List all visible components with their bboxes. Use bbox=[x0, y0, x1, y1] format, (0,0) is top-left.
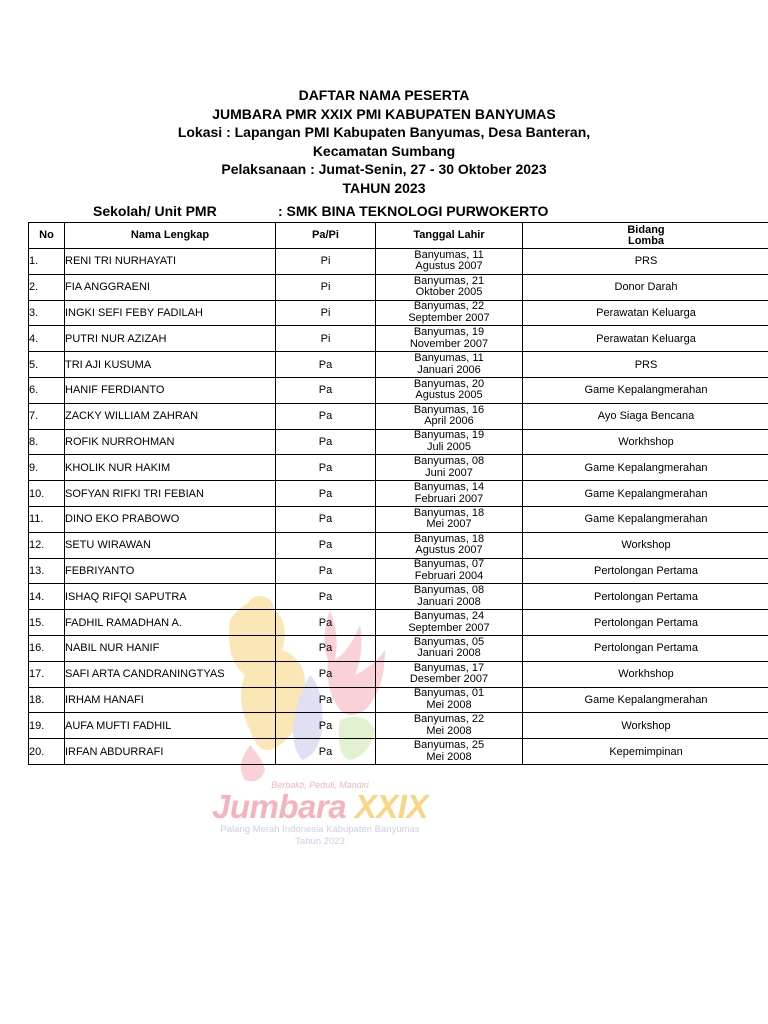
jumbara-logo-text bbox=[190, 780, 450, 848]
cell-no: 14. bbox=[29, 584, 65, 610]
table-row bbox=[29, 326, 768, 352]
cell-name: NABIL NUR HANIF bbox=[65, 635, 276, 661]
cell-birth-date: Februari 2004 bbox=[414, 569, 484, 582]
cell-name: RENI TRI NURHAYATI bbox=[65, 249, 276, 275]
table-row bbox=[29, 481, 768, 507]
header-no: No bbox=[29, 223, 65, 249]
cell-birth bbox=[376, 506, 523, 532]
cell-no: 17. bbox=[29, 661, 65, 687]
cell-birth bbox=[376, 300, 523, 326]
table-row bbox=[29, 274, 768, 300]
cell-birth-date: April 2006 bbox=[424, 415, 474, 428]
cell-name: AUFA MUFTI FADHIL bbox=[65, 713, 276, 739]
cell-gender: Pa bbox=[276, 352, 376, 378]
cell-field: PRS bbox=[523, 249, 768, 275]
table-row bbox=[29, 635, 768, 661]
cell-name: IRHAM HANAFI bbox=[65, 687, 276, 713]
cell-birth-place: Banyumas, 24 bbox=[413, 610, 485, 623]
cell-birth-date: Desember 2007 bbox=[409, 673, 489, 686]
cell-gender: Pa bbox=[276, 532, 376, 558]
cell-birth-date: Februari 2007 bbox=[414, 492, 484, 505]
location-line-2: Kecamatan Sumbang bbox=[312, 142, 456, 159]
table-row bbox=[29, 584, 768, 610]
document-title: DAFTAR NAMA PESERTA bbox=[298, 87, 470, 103]
cell-no: 7. bbox=[29, 403, 65, 429]
cell-field: Perawatan Keluarga bbox=[523, 326, 768, 352]
cell-birth-place: Banyumas, 17 bbox=[413, 661, 485, 674]
cell-birth-place: Banyumas, 08 bbox=[413, 584, 485, 597]
cell-field: Perawatan Keluarga bbox=[523, 300, 768, 326]
cell-birth bbox=[376, 455, 523, 481]
cell-birth bbox=[376, 274, 523, 300]
table-row bbox=[29, 377, 768, 403]
cell-name: FEBRIYANTO bbox=[65, 558, 276, 584]
cell-birth bbox=[376, 352, 523, 378]
header-field-line-2: Lomba bbox=[627, 234, 665, 247]
cell-no: 12. bbox=[29, 532, 65, 558]
cell-birth-place: Banyumas, 16 bbox=[413, 403, 485, 416]
cell-no: 13. bbox=[29, 558, 65, 584]
cell-name: SOFYAN RIFKI TRI FEBIAN bbox=[65, 481, 276, 507]
cell-field: Game Kepalangmerahan bbox=[523, 506, 768, 532]
cell-birth bbox=[376, 249, 523, 275]
cell-birth bbox=[376, 661, 523, 687]
cell-birth-date: September 2007 bbox=[408, 621, 490, 634]
school-info bbox=[93, 203, 549, 219]
cell-no: 6. bbox=[29, 377, 65, 403]
cell-birth-place: Banyumas, 08 bbox=[413, 455, 485, 468]
cell-birth-date: Mei 2007 bbox=[426, 518, 472, 531]
location-line-1: Lokasi : Lapangan PMI Kabupaten Banyumas, Desa Banteran, bbox=[177, 124, 591, 140]
cell-no: 18. bbox=[29, 687, 65, 713]
cell-field: Ayo Siaga Bencana bbox=[523, 403, 768, 429]
cell-gender: Pa bbox=[276, 455, 376, 481]
cell-field: Pertolongan Pertama bbox=[523, 584, 768, 610]
cell-field: Game Kepalangmerahan bbox=[523, 687, 768, 713]
cell-gender: Pa bbox=[276, 429, 376, 455]
school-label: Sekolah/ Unit PMR bbox=[93, 203, 217, 219]
watermark-year: Tahun 2023 bbox=[295, 836, 345, 847]
header-name: Nama Lengkap bbox=[65, 223, 276, 249]
table-row bbox=[29, 429, 768, 455]
cell-birth-place: Banyumas, 22 bbox=[413, 713, 485, 726]
document-header bbox=[0, 86, 768, 197]
cell-birth bbox=[376, 635, 523, 661]
cell-birth bbox=[376, 326, 523, 352]
cell-birth-place: Banyumas, 25 bbox=[413, 739, 485, 752]
cell-birth-date: Januari 2008 bbox=[417, 647, 481, 660]
cell-field: Donor Darah bbox=[523, 274, 768, 300]
cell-birth-place: Banyumas, 05 bbox=[413, 635, 485, 648]
participant-table bbox=[28, 222, 768, 765]
table-row bbox=[29, 610, 768, 636]
cell-gender: Pa bbox=[276, 610, 376, 636]
table-row bbox=[29, 249, 768, 275]
cell-gender: Pa bbox=[276, 713, 376, 739]
schedule-line: Pelaksanaan : Jumat-Senin, 27 - 30 Oktober 2023 bbox=[221, 161, 547, 177]
table-row bbox=[29, 506, 768, 532]
table-row bbox=[29, 713, 768, 739]
cell-gender: Pa bbox=[276, 635, 376, 661]
watermark-title bbox=[190, 790, 450, 824]
cell-no: 3. bbox=[29, 300, 65, 326]
cell-birth-date: Juli 2005 bbox=[426, 440, 472, 453]
cell-birth-place: Banyumas, 21 bbox=[413, 274, 485, 287]
cell-field: Pertolongan Pertama bbox=[523, 558, 768, 584]
year-line: TAHUN 2023 bbox=[342, 179, 426, 196]
watermark-title-main: Jumbara bbox=[212, 788, 347, 825]
cell-name: ZACKY WILLIAM ZAHRAN bbox=[65, 403, 276, 429]
header-birth: Tanggal Lahir bbox=[376, 223, 523, 249]
cell-name: SETU WIRAWAN bbox=[65, 532, 276, 558]
cell-birth-place: Banyumas, 01 bbox=[413, 687, 485, 700]
cell-field: Pertolongan Pertama bbox=[523, 635, 768, 661]
cell-birth bbox=[376, 610, 523, 636]
cell-no: 2. bbox=[29, 274, 65, 300]
cell-name: TRI AJI KUSUMA bbox=[65, 352, 276, 378]
cell-name: ISHAQ RIFQI SAPUTRA bbox=[65, 584, 276, 610]
table-row bbox=[29, 352, 768, 378]
cell-birth-date: Mei 2008 bbox=[426, 724, 472, 737]
watermark-tagline: Berbakti, Peduli, Mandiri bbox=[271, 780, 369, 790]
cell-birth-date: Agustus 2007 bbox=[415, 544, 483, 557]
cell-no: 9. bbox=[29, 455, 65, 481]
header-field-line-1: Bidang bbox=[627, 223, 665, 236]
cell-birth bbox=[376, 532, 523, 558]
cell-name: INGKI SEFI FEBY FADILAH bbox=[65, 300, 276, 326]
cell-birth-date: Januari 2008 bbox=[417, 595, 481, 608]
cell-name: DINO EKO PRABOWO bbox=[65, 506, 276, 532]
watermark-subtitle: Palang Merah Indonesia Kabupaten Banyumas bbox=[220, 824, 420, 835]
cell-gender: Pi bbox=[276, 249, 376, 275]
cell-name: HANIF FERDIANTO bbox=[65, 377, 276, 403]
cell-name: ROFIK NURROHMAN bbox=[65, 429, 276, 455]
cell-birth-place: Banyumas, 18 bbox=[413, 506, 485, 519]
cell-field: Game Kepalangmerahan bbox=[523, 481, 768, 507]
cell-field: Workshop bbox=[523, 532, 768, 558]
table-row bbox=[29, 403, 768, 429]
cell-birth-place: Banyumas, 11 bbox=[414, 248, 484, 261]
cell-no: 8. bbox=[29, 429, 65, 455]
cell-birth-date: November 2007 bbox=[409, 337, 489, 350]
cell-name: FIA ANGGRAENI bbox=[65, 274, 276, 300]
cell-birth bbox=[376, 687, 523, 713]
cell-birth-place: Banyumas, 19 bbox=[413, 429, 485, 442]
table-row bbox=[29, 455, 768, 481]
cell-name: KHOLIK NUR HAKIM bbox=[65, 455, 276, 481]
cell-birth bbox=[376, 584, 523, 610]
table-row bbox=[29, 687, 768, 713]
cell-name: IRFAN ABDURRAFI bbox=[65, 739, 276, 765]
cell-birth-place: Banyumas, 19 bbox=[413, 326, 485, 339]
cell-gender: Pa bbox=[276, 506, 376, 532]
cell-gender: Pi bbox=[276, 326, 376, 352]
cell-no: 11. bbox=[29, 506, 65, 532]
cell-gender: Pa bbox=[276, 739, 376, 765]
cell-gender: Pa bbox=[276, 403, 376, 429]
cell-no: 16. bbox=[29, 635, 65, 661]
cell-gender: Pa bbox=[276, 584, 376, 610]
cell-name: PUTRI NUR AZIZAH bbox=[65, 326, 276, 352]
cell-birth bbox=[376, 713, 523, 739]
cell-field: Kepemimpinan bbox=[523, 739, 768, 765]
cell-gender: Pi bbox=[276, 274, 376, 300]
cell-field: Game Kepalangmerahan bbox=[523, 455, 768, 481]
cell-birth bbox=[376, 429, 523, 455]
cell-birth-place: Banyumas, 22 bbox=[413, 300, 485, 313]
cell-birth bbox=[376, 377, 523, 403]
cell-birth bbox=[376, 481, 523, 507]
cell-field: Workhshop bbox=[523, 661, 768, 687]
cell-no: 15. bbox=[29, 610, 65, 636]
header-gender: Pa/Pi bbox=[276, 223, 376, 249]
header-field bbox=[523, 223, 768, 249]
cell-birth-date: Mei 2008 bbox=[426, 698, 472, 711]
cell-name: SAFI ARTA CANDRANINGTYAS bbox=[65, 661, 276, 687]
cell-birth-date: Agustus 2007 bbox=[415, 260, 483, 273]
cell-birth-place: Banyumas, 18 bbox=[413, 532, 485, 545]
cell-birth-place: Banyumas, 11 bbox=[414, 352, 484, 365]
cell-birth-date: Agustus 2005 bbox=[415, 389, 483, 402]
cell-field: Workshop bbox=[523, 713, 768, 739]
cell-no: 5. bbox=[29, 352, 65, 378]
cell-birth-date: Mei 2008 bbox=[426, 750, 472, 763]
table-row bbox=[29, 558, 768, 584]
school-value: : SMK BINA TEKNOLOGI PURWOKERTO bbox=[278, 203, 549, 219]
cell-no: 20. bbox=[29, 739, 65, 765]
cell-field: Game Kepalangmerahan bbox=[523, 377, 768, 403]
cell-birth-date: September 2007 bbox=[408, 311, 490, 324]
cell-birth-date: Juni 2007 bbox=[425, 466, 473, 479]
cell-field: Pertolongan Pertama bbox=[523, 610, 768, 636]
cell-birth bbox=[376, 739, 523, 765]
event-name: JUMBARA PMR XXIX PMI KABUPATEN BANYUMAS bbox=[212, 105, 556, 122]
cell-birth-date: Oktober 2005 bbox=[415, 286, 483, 299]
cell-no: 4. bbox=[29, 326, 65, 352]
cell-gender: Pa bbox=[276, 687, 376, 713]
cell-field: Workhshop bbox=[523, 429, 768, 455]
table-row bbox=[29, 300, 768, 326]
cell-birth-place: Banyumas, 07 bbox=[413, 558, 485, 571]
cell-gender: Pi bbox=[276, 300, 376, 326]
cell-field: PRS bbox=[523, 352, 768, 378]
cell-birth-place: Banyumas, 14 bbox=[413, 481, 485, 494]
table-row bbox=[29, 661, 768, 687]
cell-birth bbox=[376, 403, 523, 429]
cell-gender: Pa bbox=[276, 377, 376, 403]
cell-gender: Pa bbox=[276, 481, 376, 507]
cell-gender: Pa bbox=[276, 661, 376, 687]
cell-no: 1. bbox=[29, 249, 65, 275]
table-body bbox=[29, 249, 768, 765]
table-row bbox=[29, 739, 768, 765]
watermark-title-roman: XXIX bbox=[354, 788, 428, 825]
table-row bbox=[29, 532, 768, 558]
table-header-row bbox=[29, 223, 768, 249]
cell-no: 10. bbox=[29, 481, 65, 507]
cell-birth-place: Banyumas, 20 bbox=[413, 377, 485, 390]
cell-name: FADHIL RAMADHAN A. bbox=[65, 610, 276, 636]
cell-birth bbox=[376, 558, 523, 584]
cell-no: 19. bbox=[29, 713, 65, 739]
cell-gender: Pa bbox=[276, 558, 376, 584]
cell-birth-date: Januari 2006 bbox=[417, 363, 481, 376]
